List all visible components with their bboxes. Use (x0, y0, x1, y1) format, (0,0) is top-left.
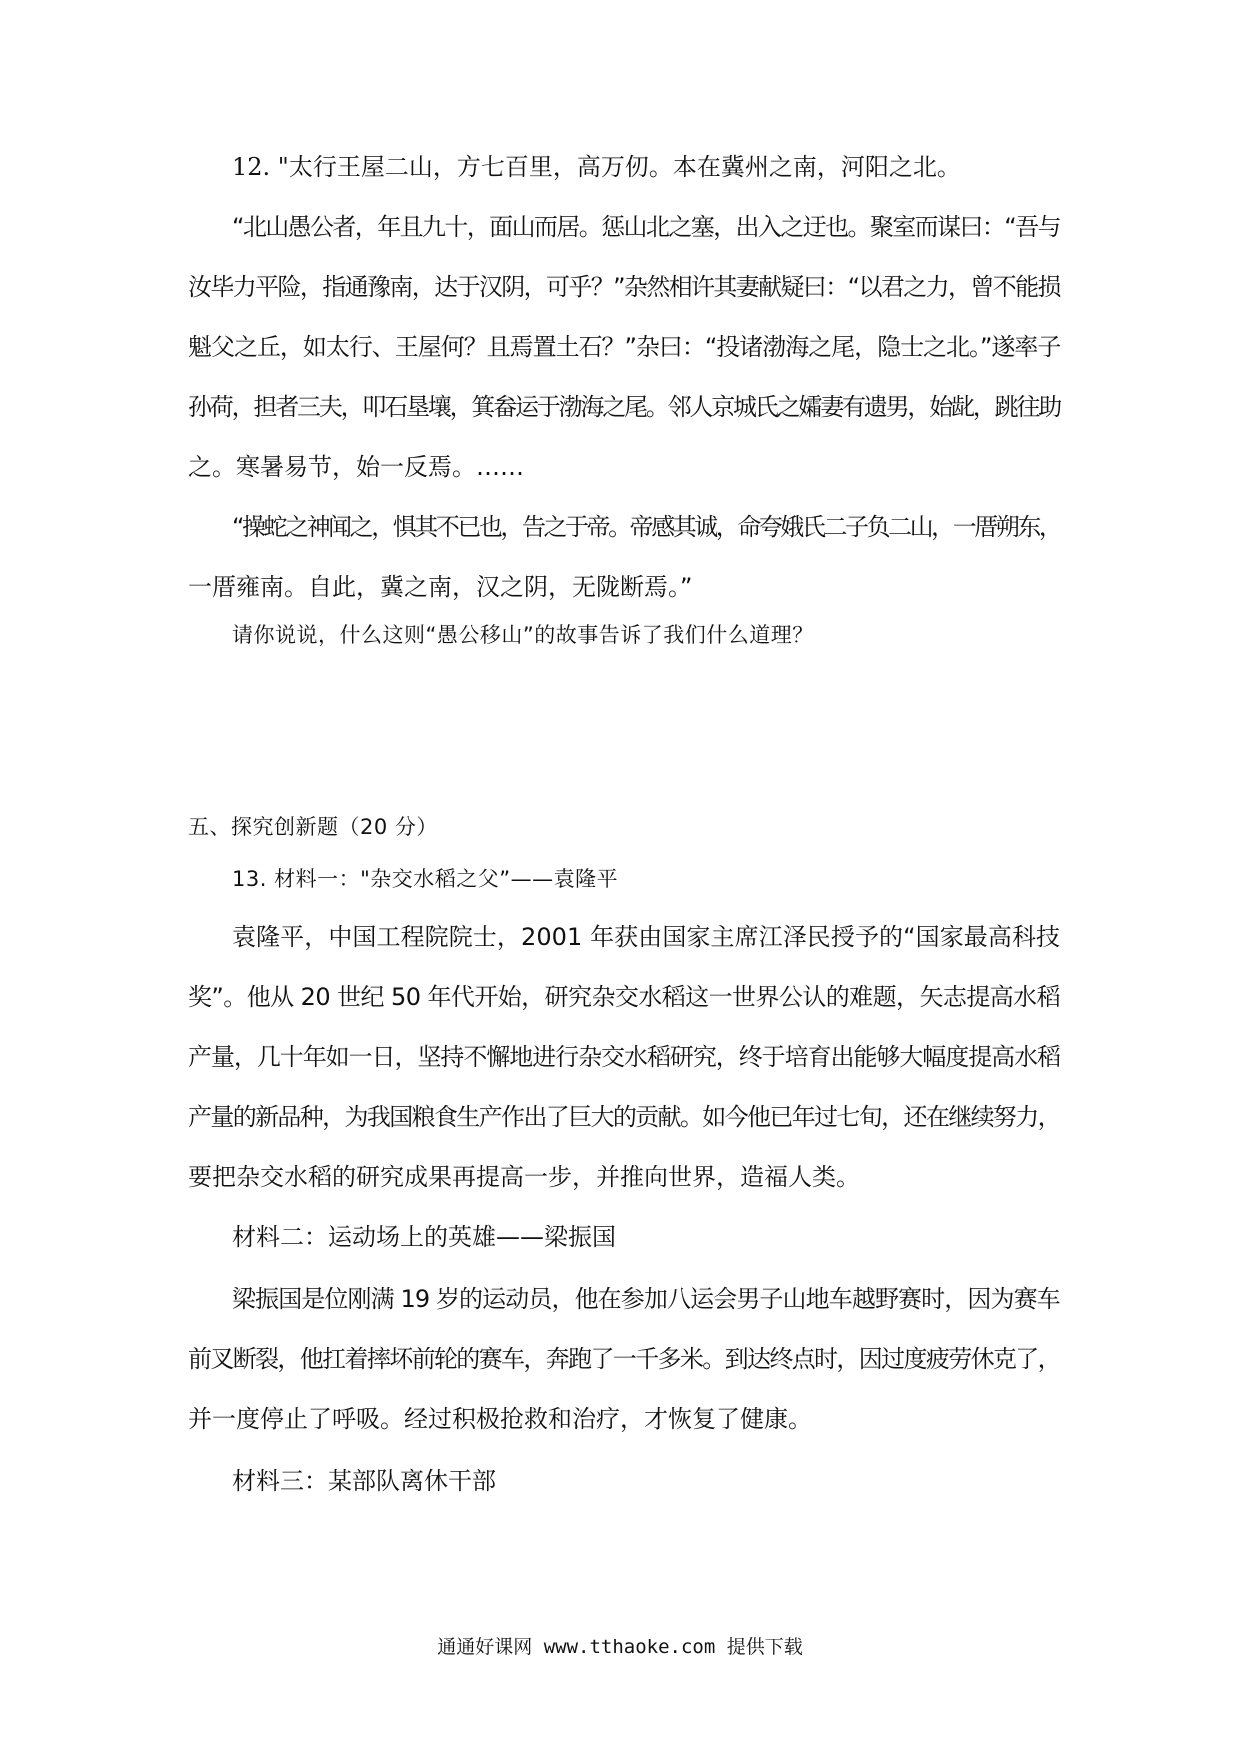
q12-paragraph-line: 之。寒暑易节，始一反焉。…… (188, 453, 524, 481)
q12-paragraph-line: “北山愚公者，年且九十，面山而居。惩山北之塞，出入之迂也。聚室而谋曰：“吾与 (232, 213, 1060, 241)
material-one-line: 产量，几十年如一日，坚持不懈地进行杂交水稻研究，终于培育出能够大幅度提高水稻 (188, 1043, 1060, 1071)
material-one-line: 产量的新品种，为我国粮食生产作出了巨大的贡献。如今他已年过七旬，还在继续努力， (188, 1103, 1060, 1131)
material-two-title: 材料二：运动场上的英雄——梁振国 (232, 1223, 616, 1251)
q12-paragraph-line: 孙荷，担者三夫，叩石垦壤，箕畚运于渤海之尾。邻人京城氏之孀妻有遗男，始龀，跳往助 (188, 393, 1060, 421)
material-one-line: 要把杂交水稻的研究成果再提高一步，并推向世界，造福人类。 (188, 1163, 860, 1191)
q12-paragraph-line: “操蛇之神闻之，惧其不已也，告之于帝。帝感其诚，命夸娥氏二子负二山，一厝朔东， (232, 513, 1061, 541)
material-one-line: 袁隆平，中国工程院院士，2001 年获由国家主席江泽民授予的“国家最高科技 (232, 923, 1061, 951)
q12-paragraph-line: 魁父之丘，如太行、王屋何？且焉置土石？”杂曰：“投诸渤海之尾，隐士之北。”遂率子 (188, 333, 1061, 361)
material-two-line: 梁振国是位刚满 19 岁的运动员，他在参加八运会男子山地车越野赛时，因为赛车 (232, 1285, 1060, 1313)
q13-material-one-title: 13. 材料一："杂交水稻之父”——袁隆平 (232, 867, 619, 891)
q12-question: 请你说说，什么这则“愚公移山”的故事告诉了我们什么道理？ (232, 623, 814, 647)
q12-paragraph-line: 汝毕力平险，指通豫南，达于汉阴，可乎？”杂然相许其妻献疑曰：“以君之力，曾不能损 (188, 273, 1060, 301)
q12-intro: 12. "太行王屋二山，方七百里，高万仞。本在冀州之南，河阳之北。 (232, 153, 961, 181)
section-heading: 五、探究创新题（20 分） (188, 815, 438, 839)
material-two-line: 前叉断裂，他扛着摔坏前轮的赛车，奔跑了一千多米。到达终点时，因过度疲劳休克了， (188, 1345, 1060, 1373)
material-two-line: 并一度停止了呼吸。经过积极抢救和治疗，才恢复了健康。 (188, 1405, 812, 1433)
material-three-title: 材料三：某部队离休干部 (232, 1467, 496, 1495)
q12-paragraph-line: 一厝雍南。自此，冀之南，汉之阴，无陇断焉。” (188, 573, 693, 601)
material-one-line: 奖”。他从 20 世纪 50 年代开始，研究杂交水稻这一世界公认的难题，矢志提高水稻 (188, 983, 1061, 1011)
page-footer: 通通好课网 www.tthaoke.com 提供下载 (437, 1636, 803, 1658)
